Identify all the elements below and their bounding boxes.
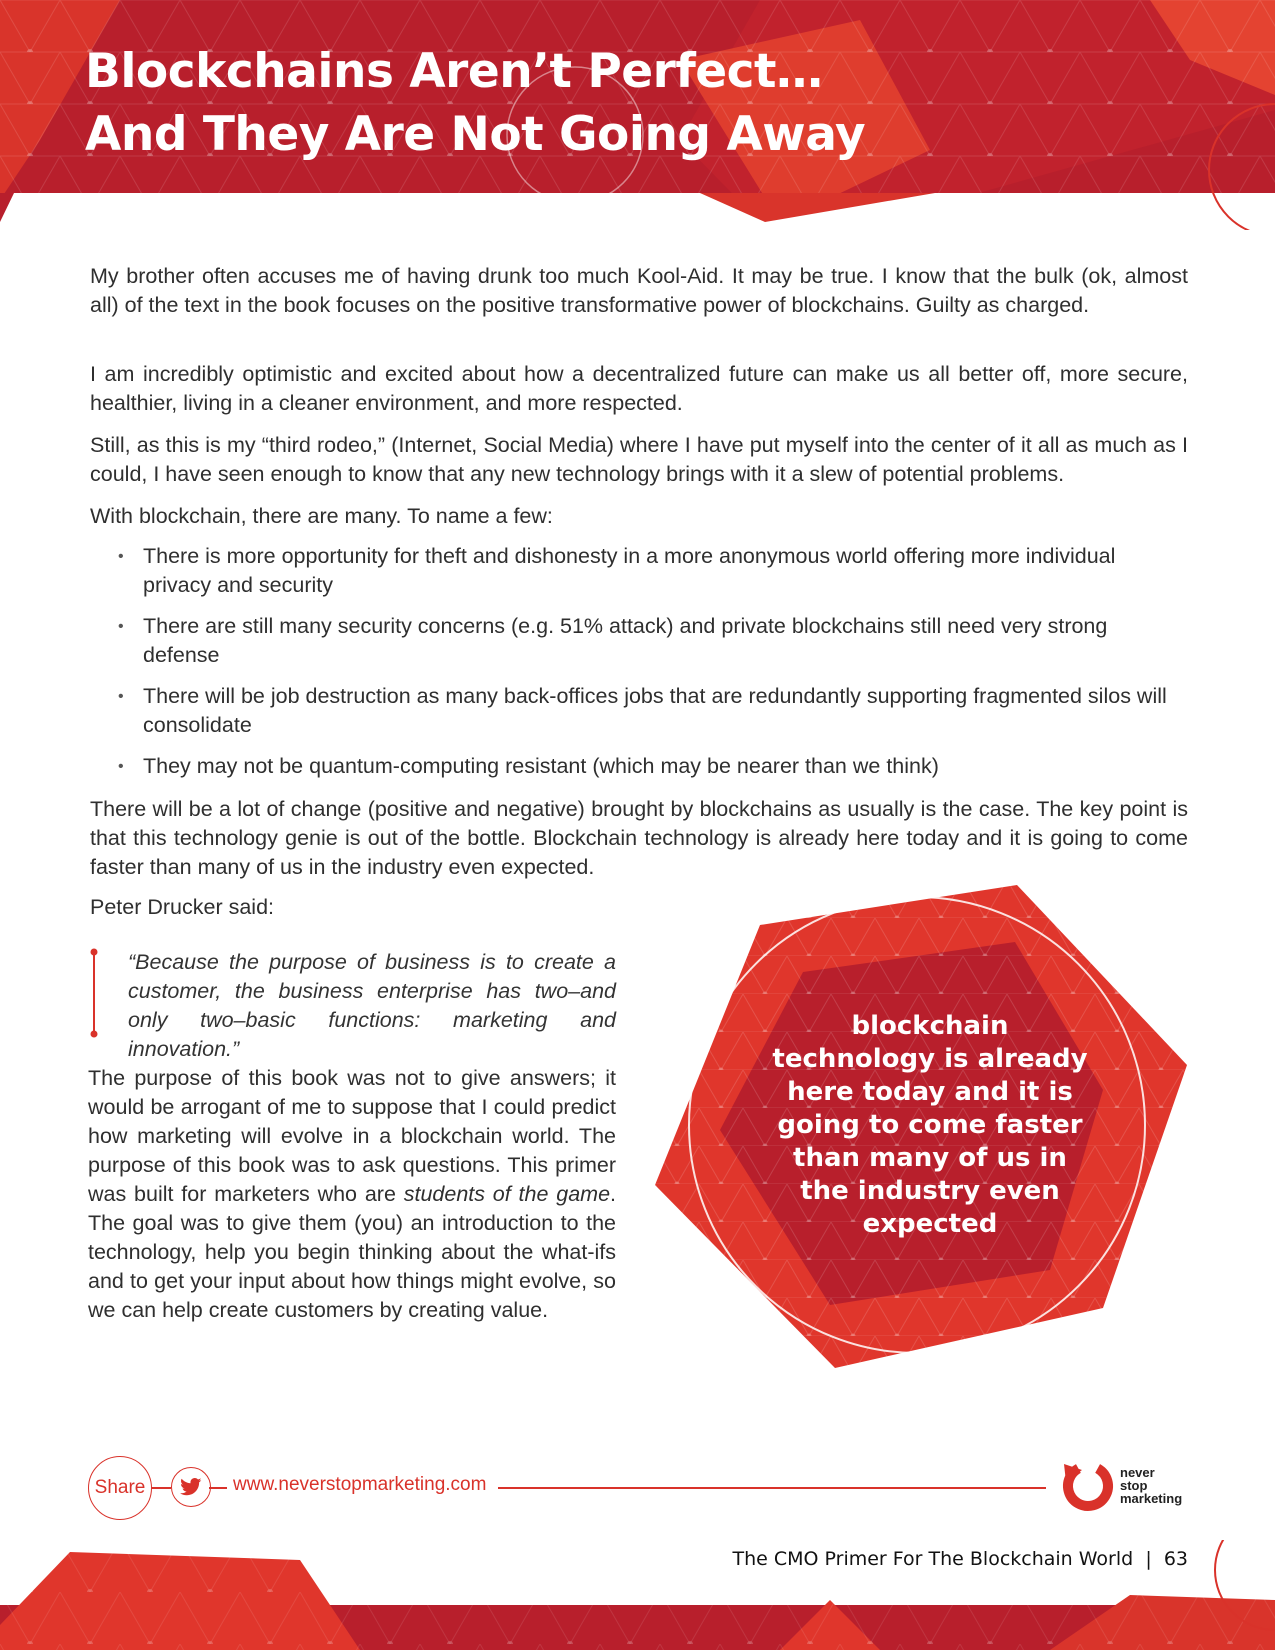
paragraph-5: There will be a lot of change (positive and negative) brought by blockchains as usually is the case. The key point is that this technology genie is out of the bottle. Blockchain technology is already here today and it is going to come faster than many of us in the industry even expected.	[90, 797, 1188, 879]
bullet-dot: •	[118, 548, 124, 565]
quote-intro: Peter Drucker said:	[90, 895, 275, 919]
list-item	[110, 752, 1188, 781]
list-item-text: There will be job destruction as many back-offices jobs that are redundantly supporting fragmented silos will consolidate	[143, 684, 1167, 737]
concerns-list	[110, 542, 1188, 793]
list-item	[110, 612, 1188, 670]
paragraph-2: I am incredibly optimistic and excited about how a decentralized future can make us all better off, more secure, healthier, living in a cleaner environment, and more respected.	[90, 362, 1188, 415]
closing-text-2: . The goal was to give them (you) an introduction to the technology, help you begin thinking about the what-ifs and to get your input about how things might evolve, so we can help create customers by creating value.	[88, 1182, 617, 1322]
closing-text-1: The purpose of this book was not to give answers; it would be arrogant of me to suppose that I could predict how marketing will evolve in a blockchain world. The purpose of this book was to ask questions. This primer was built for marketers who are	[88, 1066, 616, 1206]
share-button[interactable]	[88, 1456, 152, 1520]
list-item-text: There are still many security concerns (e.g. 51% attack) and private blockchains still need very strong defense	[143, 614, 1108, 667]
footer-divider	[151, 1487, 171, 1489]
title-line-1: Blockchains Aren’t Perfect…	[85, 44, 823, 99]
bullet-dot: •	[118, 618, 124, 635]
footer-divider	[209, 1487, 227, 1489]
list-item-text: There is more opportunity for theft and dishonesty in a more anonymous world offering more individual privacy and security	[143, 544, 1116, 597]
twitter-bird-icon	[180, 1478, 202, 1496]
bullet-dot: •	[118, 688, 124, 705]
logo-word: marketing	[1120, 1491, 1183, 1506]
list-item-text: They may not be quantum-computing resistant (which may be nearer than we think)	[143, 754, 939, 778]
logo-word: stop	[1120, 1478, 1148, 1493]
logo-word: never	[1120, 1465, 1155, 1480]
bullet-dot: •	[118, 758, 124, 775]
share-label: Share	[94, 1477, 146, 1498]
paragraph-3: Still, as this is my “third rodeo,” (Internet, Social Media) where I have put myself into the center of it all as much as I could, I have seen enough to know that any new technology brings with it a slew of potential problems.	[90, 433, 1188, 486]
website-link[interactable]: www.neverstopmarketing.com	[233, 1474, 487, 1495]
paragraph-4: With blockchain, there are many. To name a few:	[90, 504, 553, 528]
closing-emphasis: students of the game	[403, 1182, 611, 1206]
callout-quote: blockchain technology is already here today and it is going to come faster than many of us in the industry even expected	[772, 1011, 1088, 1239]
paragraph-1: My brother often accuses me of having drunk too much Kool-Aid. It may be true. I know that the bulk (ok, almost all) of the text in the book focuses on the positive transformative power of blockchains. Guilty as charged.	[90, 264, 1188, 317]
title-line-2: And They Are Not Going Away	[85, 107, 866, 162]
footer-banner	[0, 1540, 1275, 1650]
list-item	[110, 542, 1188, 600]
drucker-quote	[88, 948, 616, 1061]
list-item	[110, 682, 1188, 740]
quote-rule-icon	[88, 948, 100, 1040]
never-stop-marketing-logo-icon	[1058, 1456, 1118, 1516]
footer-divider	[498, 1487, 1046, 1489]
quote-text: “Because the purpose of business is to create a customer, the business enterprise has two–and only two–basic functions: marketing and innovation.”	[128, 950, 616, 1061]
logo-wordmark	[1120, 1466, 1182, 1505]
page-title	[85, 40, 865, 166]
twitter-share-button[interactable]	[171, 1467, 211, 1507]
closing-paragraph	[88, 1064, 616, 1325]
